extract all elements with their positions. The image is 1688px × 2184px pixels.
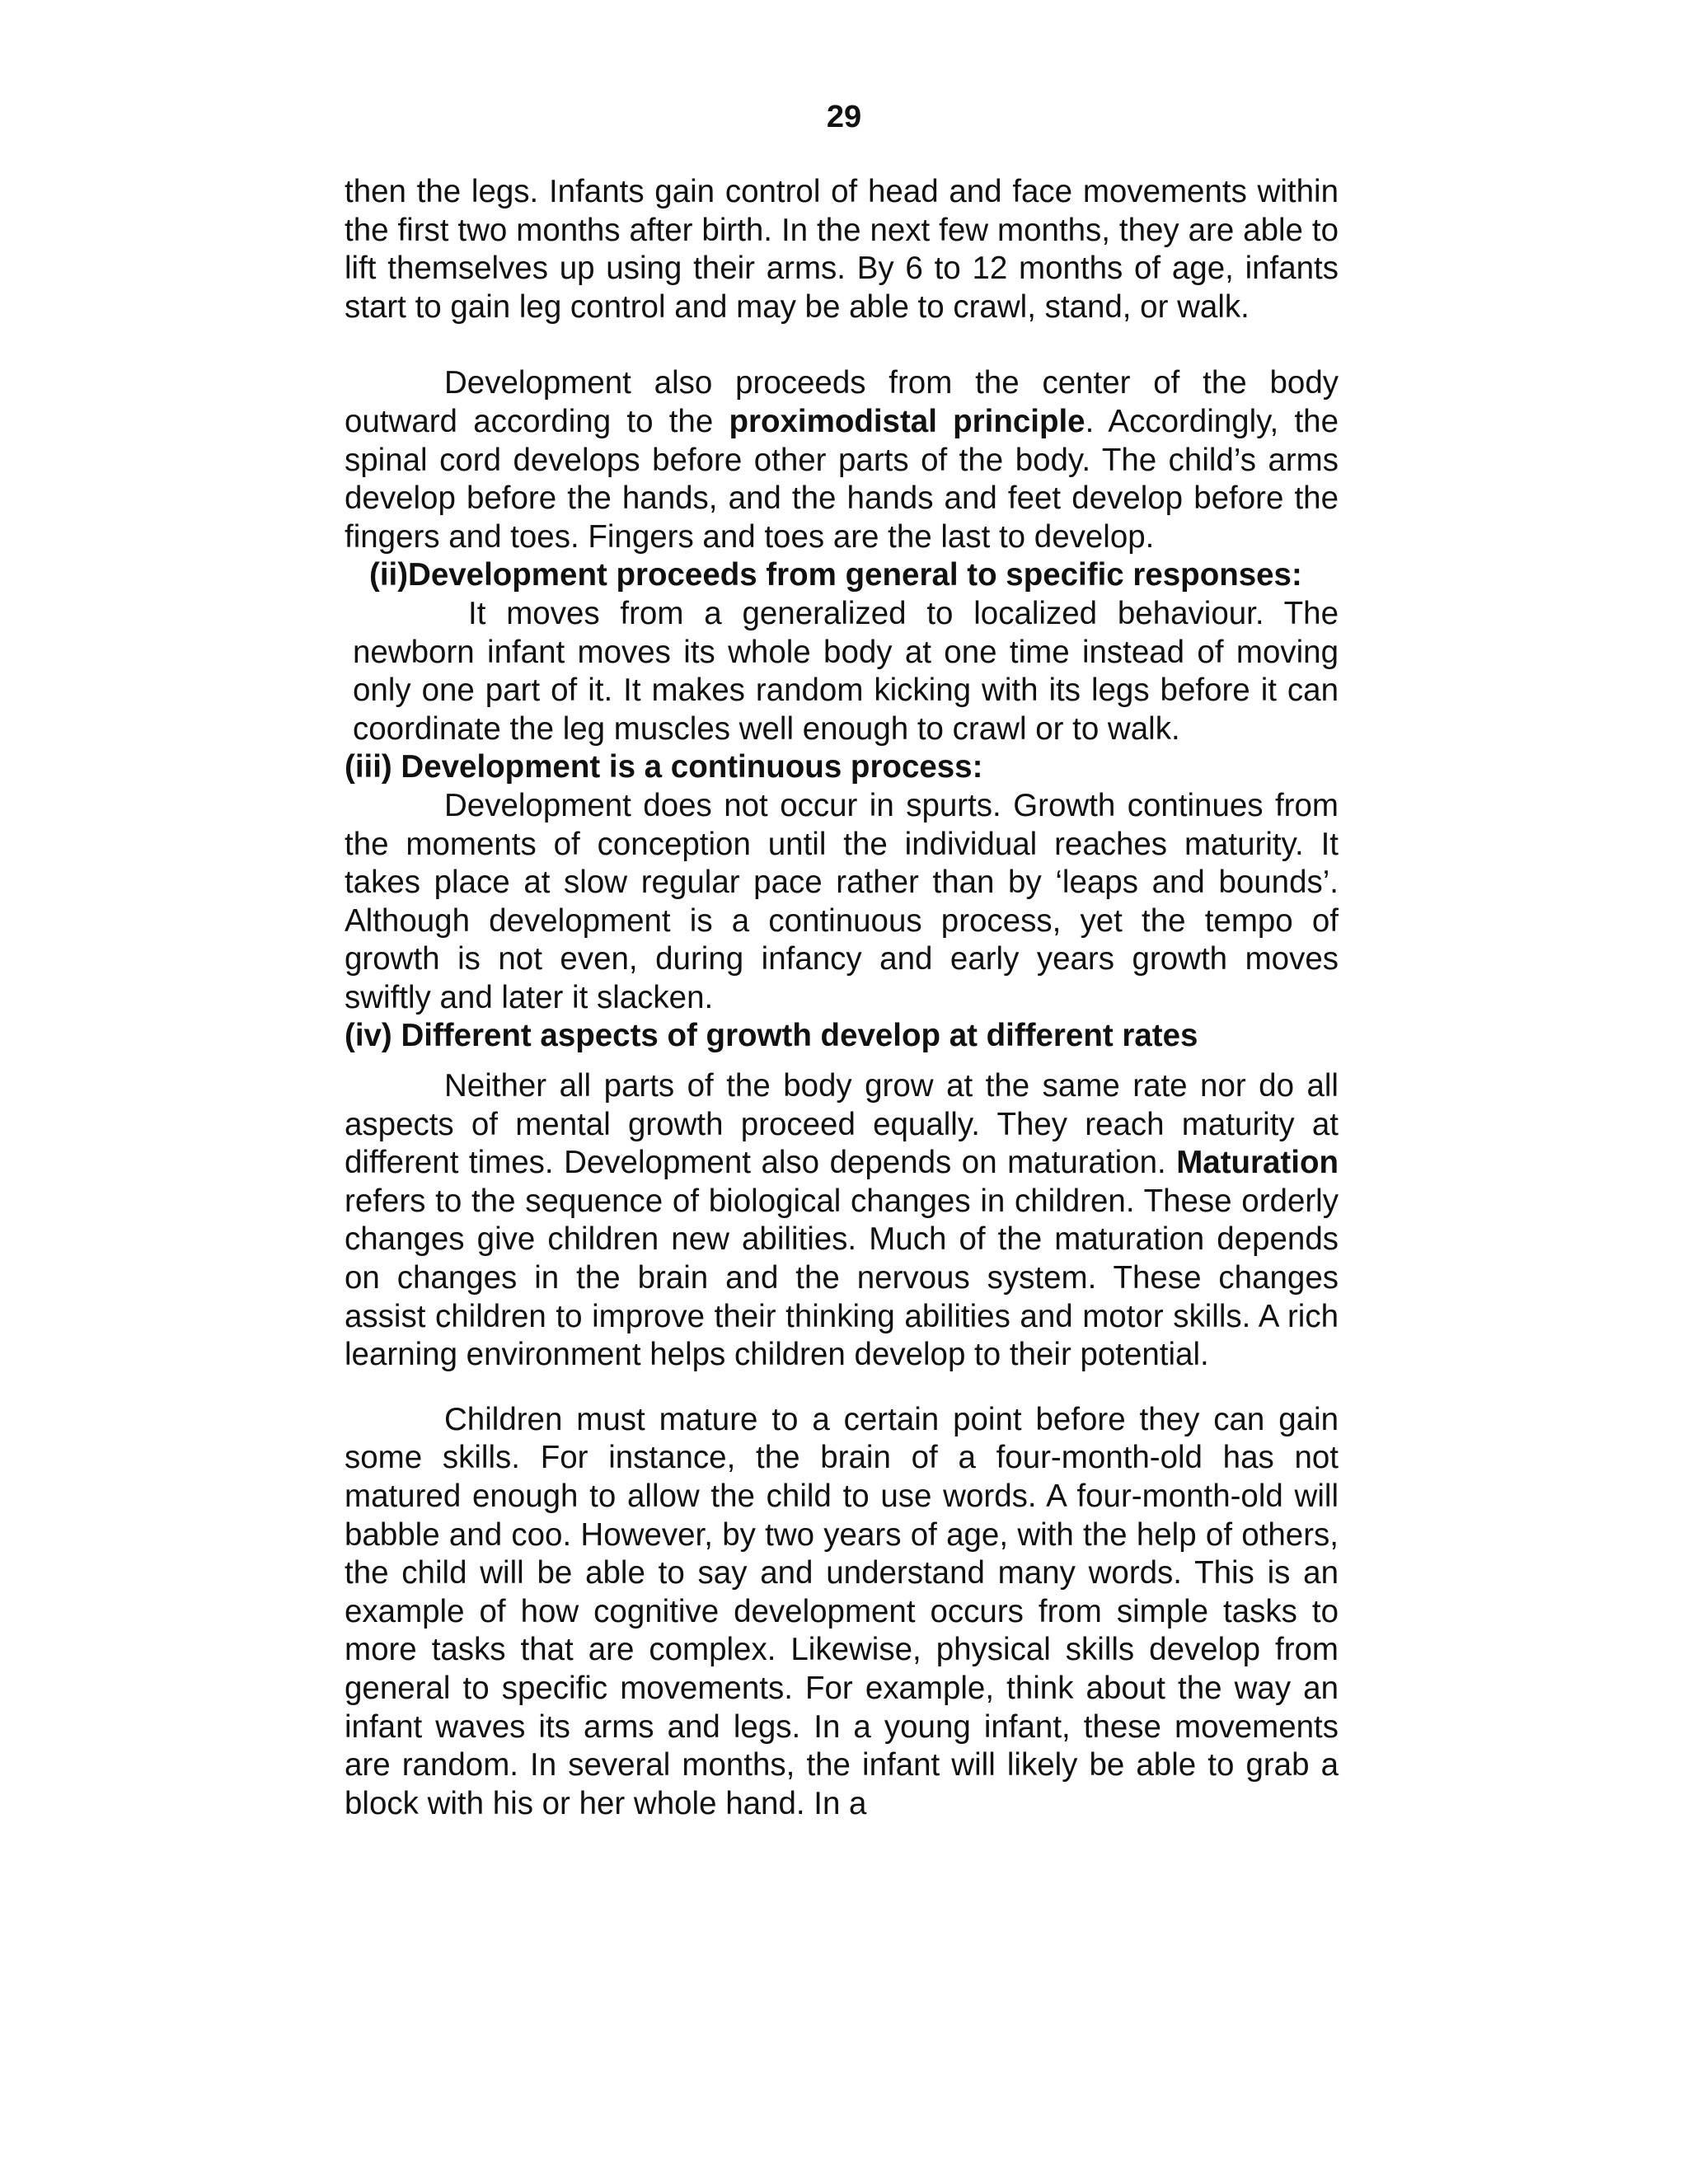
- paragraph-continuous-process: Development does not occur in spurts. Growth continues from the moments of conception until the individual reaches maturity. It takes place at slow regular pace rather than by ‘leaps and bounds’. Although development is a continuous process, yet the tempo of growth is not even, during infancy and early years growth moves swiftly and later it slacken.: [345, 787, 1339, 1015]
- paragraph-general-to-specific: It moves from a generalized to localized behaviour. The newborn infant moves its whole body at one time instead of moving only one part of it. It makes random kicking with its legs before it can coordinate the leg muscles well enough to crawl or to walk.: [353, 595, 1339, 747]
- page-body: [345, 173, 1339, 1823]
- paragraph-motor-control: then the legs. Infants gain control of head and face movements within the first two months after birth. In the next few months, they are able to lift themselves up using their arms. By 6 to 12 months of age, infants start to gain leg control and may be able to crawl, stand, or walk.: [345, 174, 1339, 325]
- paragraph-proximodistal: [345, 364, 1339, 556]
- paragraph-proximodistal-rest: . Accordingly, the spinal cord develops before other parts of the body. The child’s arms develop before the hands, and the hands and feet develop before the fingers and toes. Fingers and toes are the last to develop.: [345, 403, 1339, 555]
- section-ii-body: [345, 595, 1339, 748]
- term-proximodistal-principle: proximodistal principle: [729, 403, 1085, 439]
- paragraph-maturation: [345, 1067, 1339, 1375]
- heading-section-iv: (iv) Different aspects of growth develop at different rates: [345, 1018, 1198, 1054]
- heading-section-iii: (iii) Development is a continuous process:: [345, 749, 983, 785]
- paragraph-maturation-rest: refers to the sequence of biological changes in children. These orderly changes give children new abilities. Much of the maturation depends on changes in the brain and the nervous system. These changes assist children to improve their thinking abilities and motor skills. A rich learning environment helps children develop to their potential.: [345, 1183, 1339, 1373]
- paragraph-mature-skills: Children must mature to a certain point before they can gain some skills. For instance, the brain of a four-month-old has not matured enough to allow the child to use words. A four-month-old will babble and coo. However, by two years of age, with the help of others, the child will be able to say and understand many words. This is an example of how cognitive development occurs from simple tasks to more tasks that are complex. Likewise, physical skills develop from general to specific movements. For example, think about the way an infant waves its arms and legs. In a young infant, these movements are random. In several months, the infant will likely be able to grab a block with his or her whole hand. In a: [345, 1401, 1339, 1821]
- page-number: 29: [826, 100, 862, 134]
- paragraph-proximodistal-intro: Development also proceeds from the center of the body outward according to the: [345, 365, 1339, 439]
- paragraph-maturation-intro: Neither all parts of the body grow at the same rate nor do all aspects of mental growth proceed equally. They reach maturity at different times. Development also depends on maturation.: [345, 1068, 1339, 1181]
- heading-section-ii: (ii)Development proceeds from general to specific responses:: [369, 557, 1302, 593]
- term-maturation: Maturation: [1176, 1145, 1339, 1181]
